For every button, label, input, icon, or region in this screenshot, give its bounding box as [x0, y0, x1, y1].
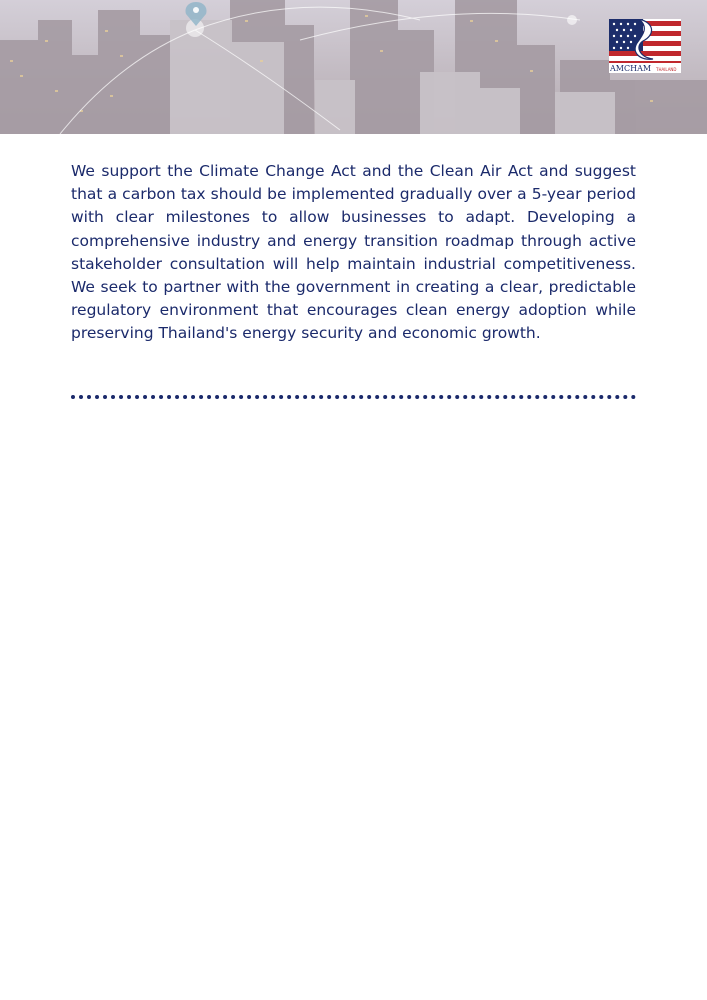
- city-skyline-illustration: [0, 0, 707, 134]
- header-banner-image: [0, 0, 707, 134]
- amcham-thailand-logo: [609, 19, 681, 73]
- body-paragraph: We support the Climate Change Act and the Clean Air Act and suggest that a carbon tax should be implemented gradually over a 5-year period with clear milestones to allow businesses to adapt. Developing a comprehensive industry and energy transition roadmap through active stakeholder consultation will help maintain industrial competitiveness. We seek to partner with the government in creating a clear, predictable regulatory environment that encourages clean energy adoption while preserving Thailand's energy security and economic growth.: [71, 162, 636, 343]
- svg-text:THAILAND: THAILAND: [656, 67, 677, 72]
- svg-text:AMCHAM: AMCHAM: [610, 64, 652, 73]
- dotted-divider: [71, 395, 636, 399]
